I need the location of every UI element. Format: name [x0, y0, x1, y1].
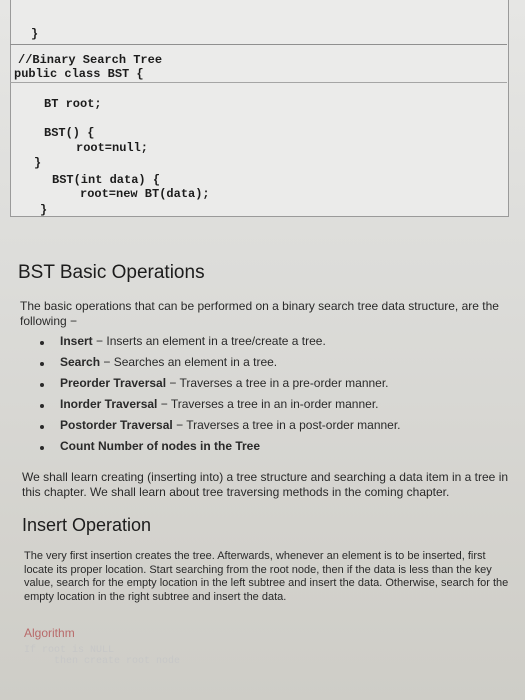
code-line-field: BT root; — [44, 97, 102, 111]
list-item: Postorder Traversal − Traverses a tree in a post-order manner. — [40, 418, 401, 439]
bst-ops-outro: We shall learn creating (inserting into) a tree structure and searching a data item in a tree in this chapter. We shall learn about tree traversing methods in the coming chapter. — [22, 470, 509, 499]
code-line-class-decl: public class BST { — [14, 67, 144, 81]
list-item: Inorder Traversal − Traverses a tree in an in-order manner. — [40, 397, 401, 418]
code-line-close2: } — [40, 203, 48, 217]
list-item: Preorder Traversal − Traverses a tree in a pre-order manner. — [40, 376, 401, 397]
list-item: Insert − Inserts an element in a tree/create a tree. — [40, 334, 401, 355]
section-title-bst-ops: BST Basic Operations — [18, 262, 205, 283]
algorithm-label: Algorithm — [24, 626, 75, 640]
code-line-ctor2: BST(int data) { — [52, 173, 161, 187]
code-line-close1: } — [34, 156, 42, 170]
list-item: Count Number of nodes in the Tree — [40, 439, 401, 460]
code-line-ctor1: BST() { — [44, 126, 95, 140]
list-item: Search − Searches an element in a tree. — [40, 355, 401, 376]
algorithm-code — [24, 645, 180, 667]
algorithm-line-1: If root is NULL — [24, 645, 115, 656]
code-line-top-brace: } — [31, 27, 39, 41]
code-line-comment: //Binary Search Tree — [18, 53, 163, 67]
code-block-top — [10, 0, 507, 45]
code-line-ctor2-body: root=new BT(data); — [80, 187, 210, 201]
bst-ops-list — [40, 334, 401, 460]
section-title-insert: Insert Operation — [22, 515, 152, 535]
bst-ops-intro: The basic operations that can be performed on a binary search tree data structure, are the following − — [20, 299, 499, 328]
algorithm-line-2: then create root node — [54, 656, 181, 667]
insert-body: The very first insertion creates the tree. Afterwards, whenever an element is to be inserted, first locate its proper location. Start searching from the root node, then if the data is less than the key value, search for the empty location in the left subtree and insert the data. Otherwise, search for the empty location in the right subtree and insert the data. — [24, 550, 509, 603]
code-line-ctor1-body: root=null; — [76, 141, 149, 155]
